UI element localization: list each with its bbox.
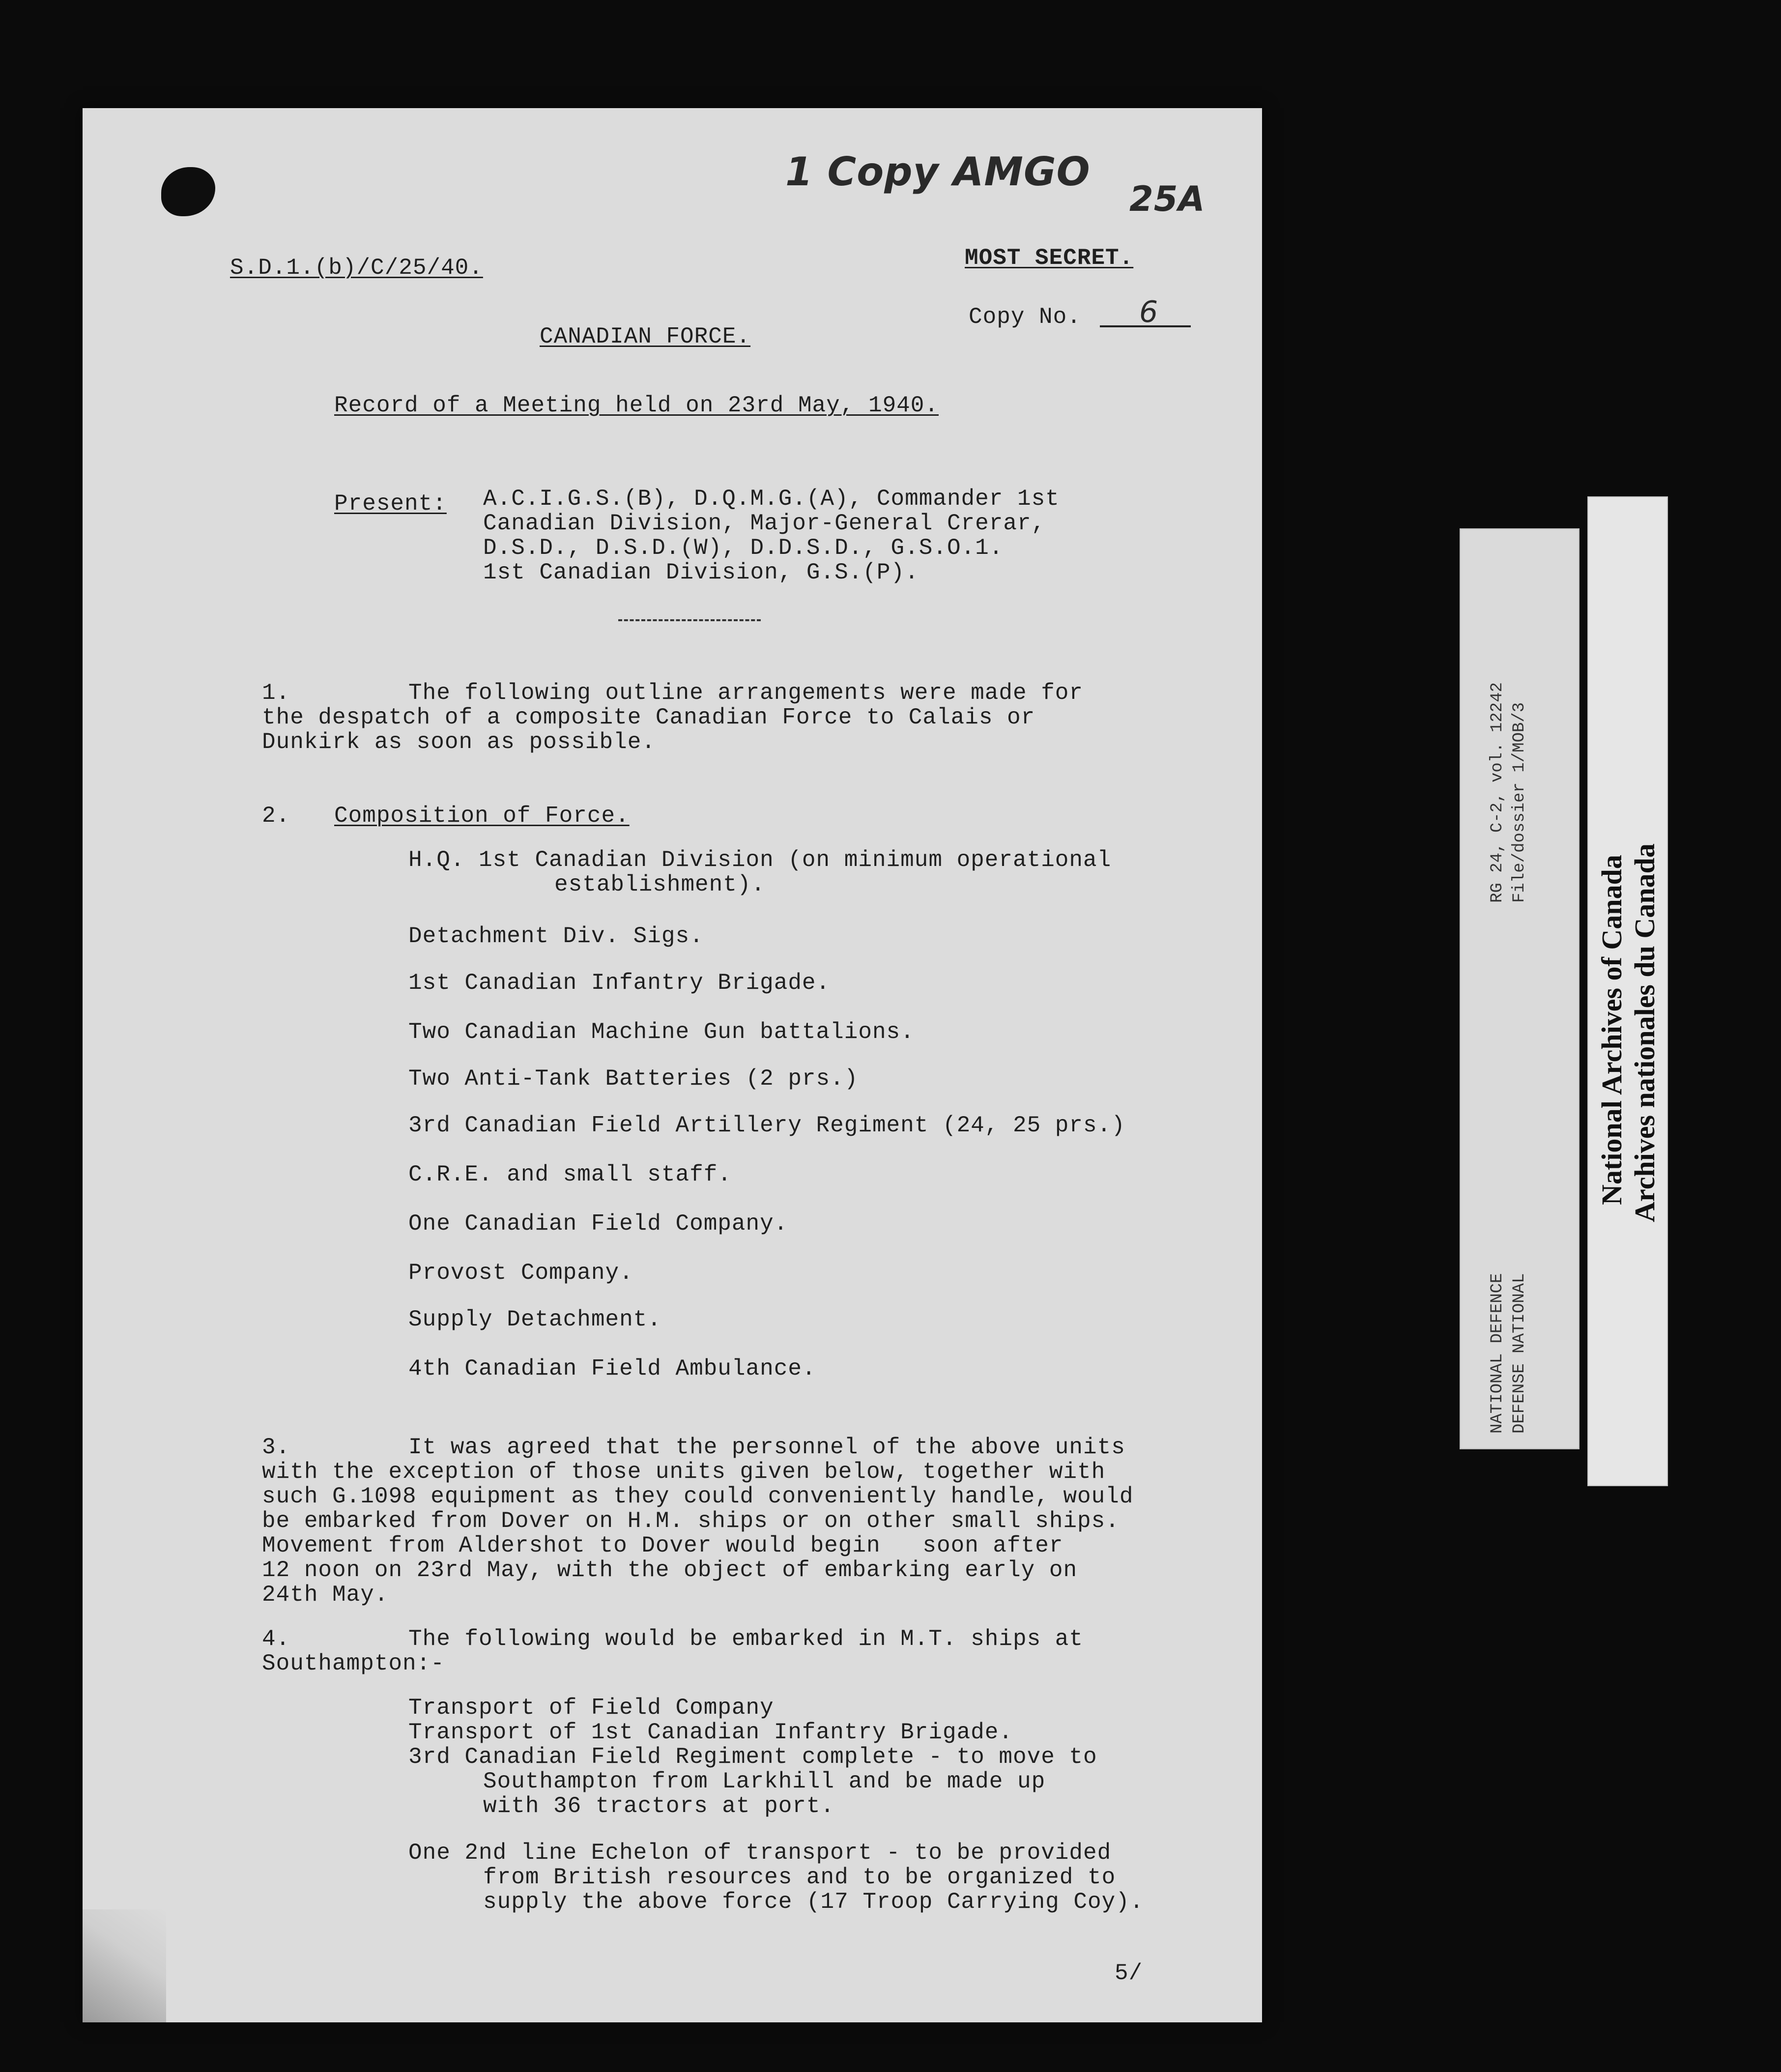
copy-number-underline (1100, 325, 1191, 327)
para3-number: 3. (262, 1435, 290, 1460)
para4-line: Southampton:- (262, 1651, 445, 1676)
force-item: Supply Detachment. (408, 1307, 661, 1332)
transport-item: Transport of Field Company (408, 1695, 774, 1721)
para1-number: 1. (262, 680, 290, 706)
classification: MOST SECRET. (965, 245, 1134, 271)
para3-line: be embarked from Dover on H.M. ships or on other small ships. (262, 1508, 1120, 1534)
para3-line: such G.1098 equipment as they could conveniently handle, would (262, 1484, 1134, 1509)
force-item: Two Canadian Machine Gun battalions. (408, 1019, 915, 1045)
page-continuation: 5/ (1115, 1960, 1143, 1986)
document-title: CANADIAN FORCE. (540, 324, 751, 349)
force-item: Two Anti-Tank Batteries (2 prs.) (408, 1066, 859, 1092)
copy-label: Copy No. (969, 304, 1081, 330)
reference-number: S.D.1.(b)/C/25/40. (230, 255, 483, 281)
force-item: H.Q. 1st Canadian Division (on minimum operational (408, 847, 1112, 873)
archive-name-fr: Archives nationales du Canada (1629, 843, 1661, 1222)
department-line: NATIONAL DEFENCE (1488, 1273, 1507, 1434)
present-label: Present: (334, 491, 447, 517)
force-item: Detachment Div. Sigs. (408, 923, 704, 949)
archive-reference-label (1460, 528, 1580, 1449)
department-line: DEFENSE NATIONAL (1510, 1273, 1529, 1434)
present-line: D.S.D., D.S.D.(W), D.D.S.D., G.S.O.1. (483, 535, 1004, 561)
ink-blot (161, 167, 215, 216)
transport-item: Southampton from Larkhill and be made up (483, 1769, 1046, 1794)
para4-line: The following would be embarked in M.T. ships at (408, 1626, 1084, 1652)
force-item: 1st Canadian Infantry Brigade. (408, 970, 831, 996)
meeting-subtitle: Record of a Meeting held on 23rd May, 1940. (334, 393, 939, 418)
force-item: 4th Canadian Field Ambulance. (408, 1356, 816, 1381)
force-item: One Canadian Field Company. (408, 1211, 788, 1237)
para1-line: The following outline arrangements were made for (408, 680, 1084, 706)
page-corner-curl (83, 1909, 166, 2022)
para1-line: the despatch of a composite Canadian Force to Calais or (262, 705, 1035, 730)
handwritten-copy-note: 1 Copy AMGO (785, 149, 1091, 195)
para3-line: It was agreed that the personnel of the above units (408, 1435, 1125, 1460)
copy-number: 6 (1139, 295, 1159, 329)
transport-item: from British resources and to be organized to (483, 1865, 1116, 1890)
transport-item: with 36 tractors at port. (483, 1793, 835, 1819)
present-line: Canadian Division, Major-General Crerar, (483, 511, 1046, 536)
force-item: 3rd Canadian Field Artillery Regiment (24, 25 prs.) (408, 1113, 1125, 1138)
transport-item: One 2nd line Echelon of transport - to be provided (408, 1840, 1112, 1866)
document-page (83, 108, 1262, 2022)
archive-stamp-label (1587, 496, 1668, 1486)
transport-item: Transport of 1st Canadian Infantry Brigade. (408, 1720, 1013, 1745)
para3-line: 12 noon on 23rd May, with the object of embarking early on (262, 1557, 1078, 1583)
transport-item: supply the above force (17 Troop Carrying Coy). (483, 1889, 1144, 1915)
para3-line: 24th May. (262, 1582, 389, 1608)
force-item: establishment). (554, 872, 766, 897)
transport-item: 3rd Canadian Field Regiment complete - to move to (408, 1744, 1097, 1770)
present-line: A.C.I.G.S.(B), D.Q.M.G.(A), Commander 1st (483, 486, 1060, 512)
force-item: Provost Company. (408, 1260, 633, 1286)
present-line: 1st Canadian Division, G.S.(P). (483, 560, 919, 585)
para3-line: with the exception of those units given below, together with (262, 1459, 1106, 1485)
para2-heading: Composition of Force. (334, 803, 630, 829)
para3-line: Movement from Aldershot to Dover would begin soon after (262, 1533, 1063, 1558)
para1-line: Dunkirk as soon as possible. (262, 729, 656, 755)
archive-reference-line: RG 24, C-2, vol. 12242 (1488, 682, 1507, 903)
section-divider (618, 619, 761, 621)
para4-number: 4. (262, 1626, 290, 1652)
archive-reference-line: File/dossier 1/MOB/3 (1510, 702, 1529, 903)
handwritten-folio: 25A (1129, 179, 1206, 219)
para2-number: 2. (262, 803, 290, 829)
force-item: C.R.E. and small staff. (408, 1162, 732, 1187)
archive-name-en: National Archives of Canada (1596, 855, 1628, 1205)
